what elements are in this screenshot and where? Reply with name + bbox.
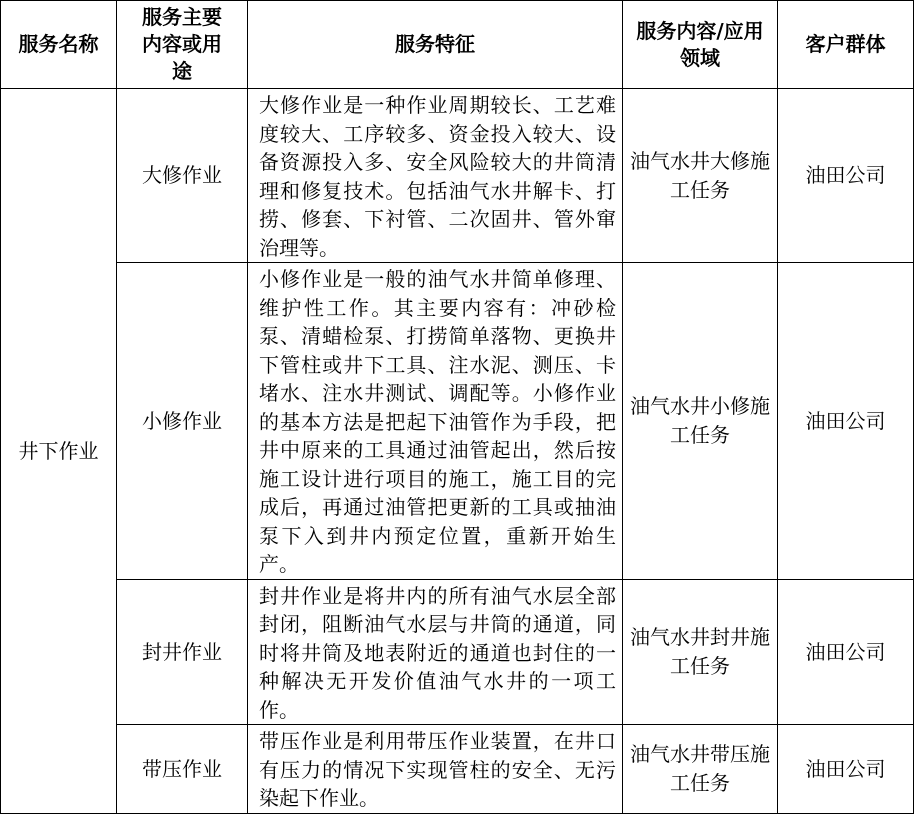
table-row (1, 89, 914, 263)
row-scope: 油气水井大修施工任务 (623, 89, 778, 263)
row-feature: 大修作业是一种作业周期较长、工艺难度较大、工序较多、资金投入较大、设备资源投入多、安全风险较大的井筒清理和修复技术。包括油气水井解卡、打捞、修套、下衬管、二次固井、管外窜治理等。 (248, 89, 623, 263)
row-main-content: 带压作业 (117, 725, 248, 814)
row-customer: 油田公司 (778, 263, 914, 580)
row-customer: 油田公司 (778, 725, 914, 814)
row-main-content: 大修作业 (117, 89, 248, 263)
row-scope: 油气水井小修施工任务 (623, 263, 778, 580)
header-service-name: 服务名称 (1, 1, 117, 89)
row-feature: 带压作业是利用带压作业装置，在井口有压力的情况下实现管柱的安全、无污染起下作业。 (248, 725, 623, 814)
header-feature: 服务特征 (248, 1, 623, 89)
row-scope: 油气水井封井施工任务 (623, 579, 778, 725)
row-main-content: 封井作业 (117, 579, 248, 725)
row-customer: 油田公司 (778, 579, 914, 725)
table-row (1, 579, 914, 725)
header-scope: 服务内容/应用领域 (623, 1, 778, 89)
header-customer: 客户群体 (778, 1, 914, 89)
row-customer: 油田公司 (778, 89, 914, 263)
row-main-content: 小修作业 (117, 263, 248, 580)
service-group-name: 井下作业 (1, 89, 117, 814)
table-row (1, 725, 914, 814)
row-feature: 小修作业是一般的油气水井简单修理、维护性工作。其主要内容有：冲砂检泵、清蜡检泵、打捞简单落物、更换井下管柱或井下工具、注水泥、测压、卡堵水、注水井测试、调配等。小修作业的基本方法是把起下油管作为手段，把井中原来的工具通过油管起出，然后按施工设计进行项目的施工，施工目的完成后，再通过油管把更新的工具或抽油泵下入到井内预定位置，重新开始生产。 (248, 263, 623, 580)
row-scope: 油气水井带压施工任务 (623, 725, 778, 814)
row-feature: 封井作业是将井内的所有油气水层全部封闭，阻断油气水层与井筒的通道，同时将井筒及地表附近的通道也封住的一种解决无开发价值油气水井的一项工作。 (248, 579, 623, 725)
table-row (1, 263, 914, 580)
header-row (1, 1, 914, 89)
header-main-content: 服务主要内容或用途 (117, 1, 248, 89)
